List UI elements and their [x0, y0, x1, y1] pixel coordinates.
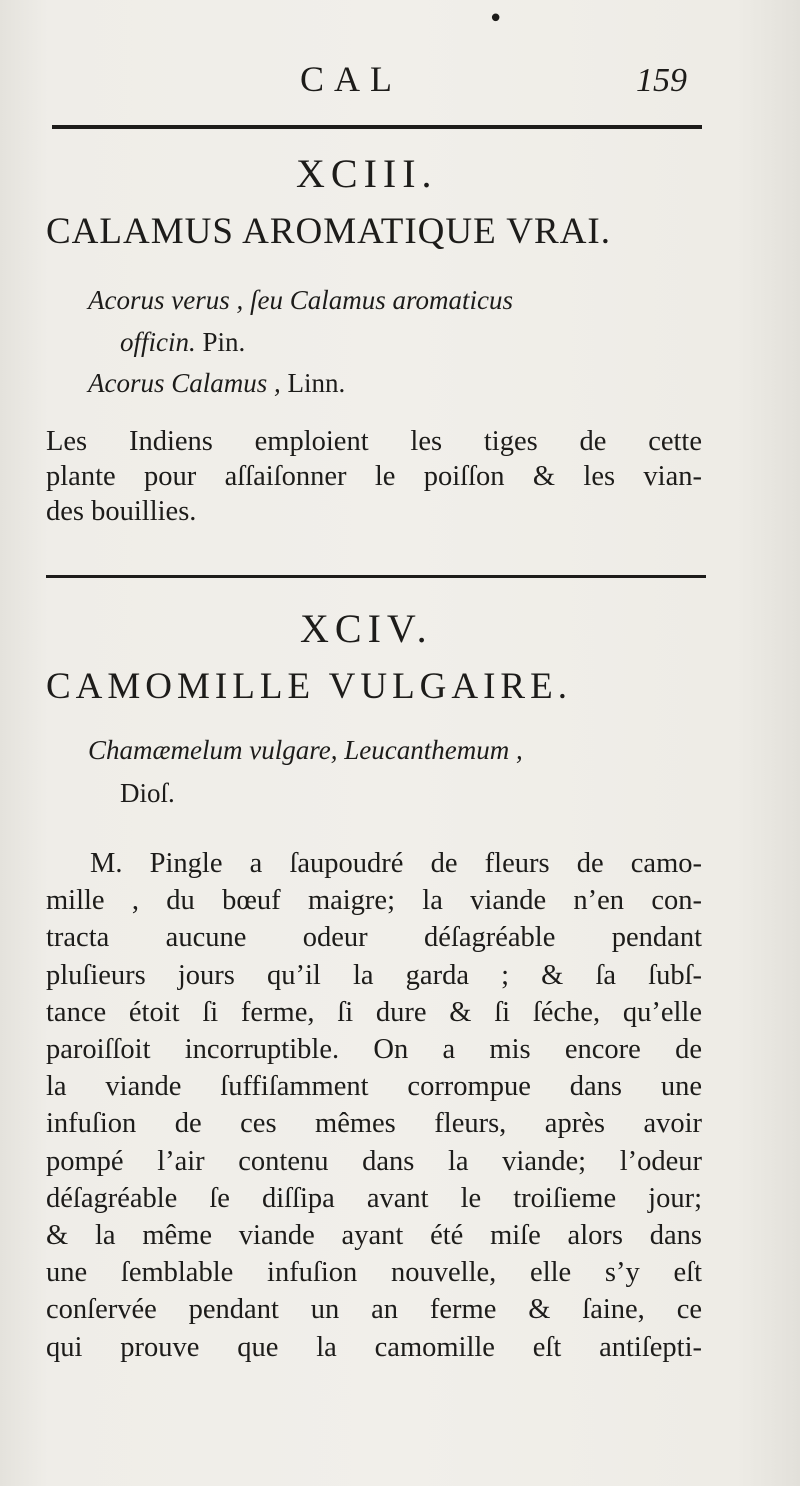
- running-head-title: CAL: [300, 59, 402, 99]
- body-line: infuſion de ces mêmes fleurs, après avoir: [46, 1108, 702, 1140]
- body-line: M. Pingle a ſaupoudré de fleurs de camo-: [90, 848, 702, 879]
- entry-heading: CALAMUS AROMATIQUE VRAI.: [46, 211, 611, 252]
- synonym-roman: Pin.: [202, 327, 246, 357]
- synonym-line: [88, 368, 345, 399]
- body-line: une ſemblable infuſion nouvelle, elle s’y eſt: [46, 1257, 702, 1289]
- synonym-roman: Linn.: [287, 368, 346, 398]
- synonym-italic: Chamæmelum vulgare, Leucanthemum ,: [88, 735, 523, 765]
- body-line: & la même viande ayant été miſe alors dans: [46, 1220, 702, 1252]
- body-line: pluſieurs jours qu’il la garda ; & ſa ſubſ-: [46, 959, 702, 991]
- body-line: tance étoit ſi ferme, ſi dure & ſi ſéche, qu’elle: [46, 996, 702, 1028]
- synonym-italic: officin.: [120, 327, 196, 357]
- entry-number: XCIII.: [296, 151, 438, 196]
- synonym-roman: Dioſ.: [120, 778, 175, 808]
- section-rule: [46, 575, 706, 578]
- body-line: la viande ſuffiſamment corrompue dans une: [46, 1071, 702, 1103]
- page-number: 159: [636, 62, 687, 99]
- entry-body: [46, 424, 702, 529]
- synonym-line: [120, 327, 245, 358]
- synonym-line: [88, 285, 513, 316]
- running-head: [0, 58, 800, 110]
- entry-number: XCIV.: [300, 606, 433, 651]
- body-line: tracta aucune odeur déſagréable pendant: [46, 922, 702, 954]
- synonym-italic: Acorus Calamus ,: [88, 368, 281, 398]
- body-line: pompé l’air contenu dans la viande; l’odeur: [46, 1145, 702, 1177]
- body-line: mille , du bœuf maigre; la viande n’en con-: [46, 885, 702, 917]
- synonym-line: [88, 735, 523, 766]
- body-line: qui prouve que la camomille eſt antiſepti-: [46, 1331, 702, 1363]
- body-line: conſervée pendant un an ferme & ſaine, ce: [46, 1294, 702, 1326]
- entry-body: [46, 845, 702, 1366]
- body-line: déſagréable ſe diſſipa avant le troiſieme jour;: [46, 1182, 702, 1214]
- header-rule: [52, 125, 702, 129]
- ornament-dot: •: [488, 4, 504, 34]
- synonym-line: [120, 778, 175, 809]
- entry-heading: CAMOMILLE VULGAIRE.: [46, 666, 572, 707]
- body-line: Les Indiens emploient les tiges de cette: [46, 426, 702, 457]
- synonym-italic: Acorus verus , ſeu Calamus aromaticus: [88, 285, 513, 315]
- body-line: paroiſſoit incorruptible. On a mis encore de: [46, 1034, 702, 1066]
- body-line: plante pour aſſaiſonner le poiſſon & les vian-: [46, 461, 702, 492]
- body-line: des bouillies.: [46, 496, 197, 527]
